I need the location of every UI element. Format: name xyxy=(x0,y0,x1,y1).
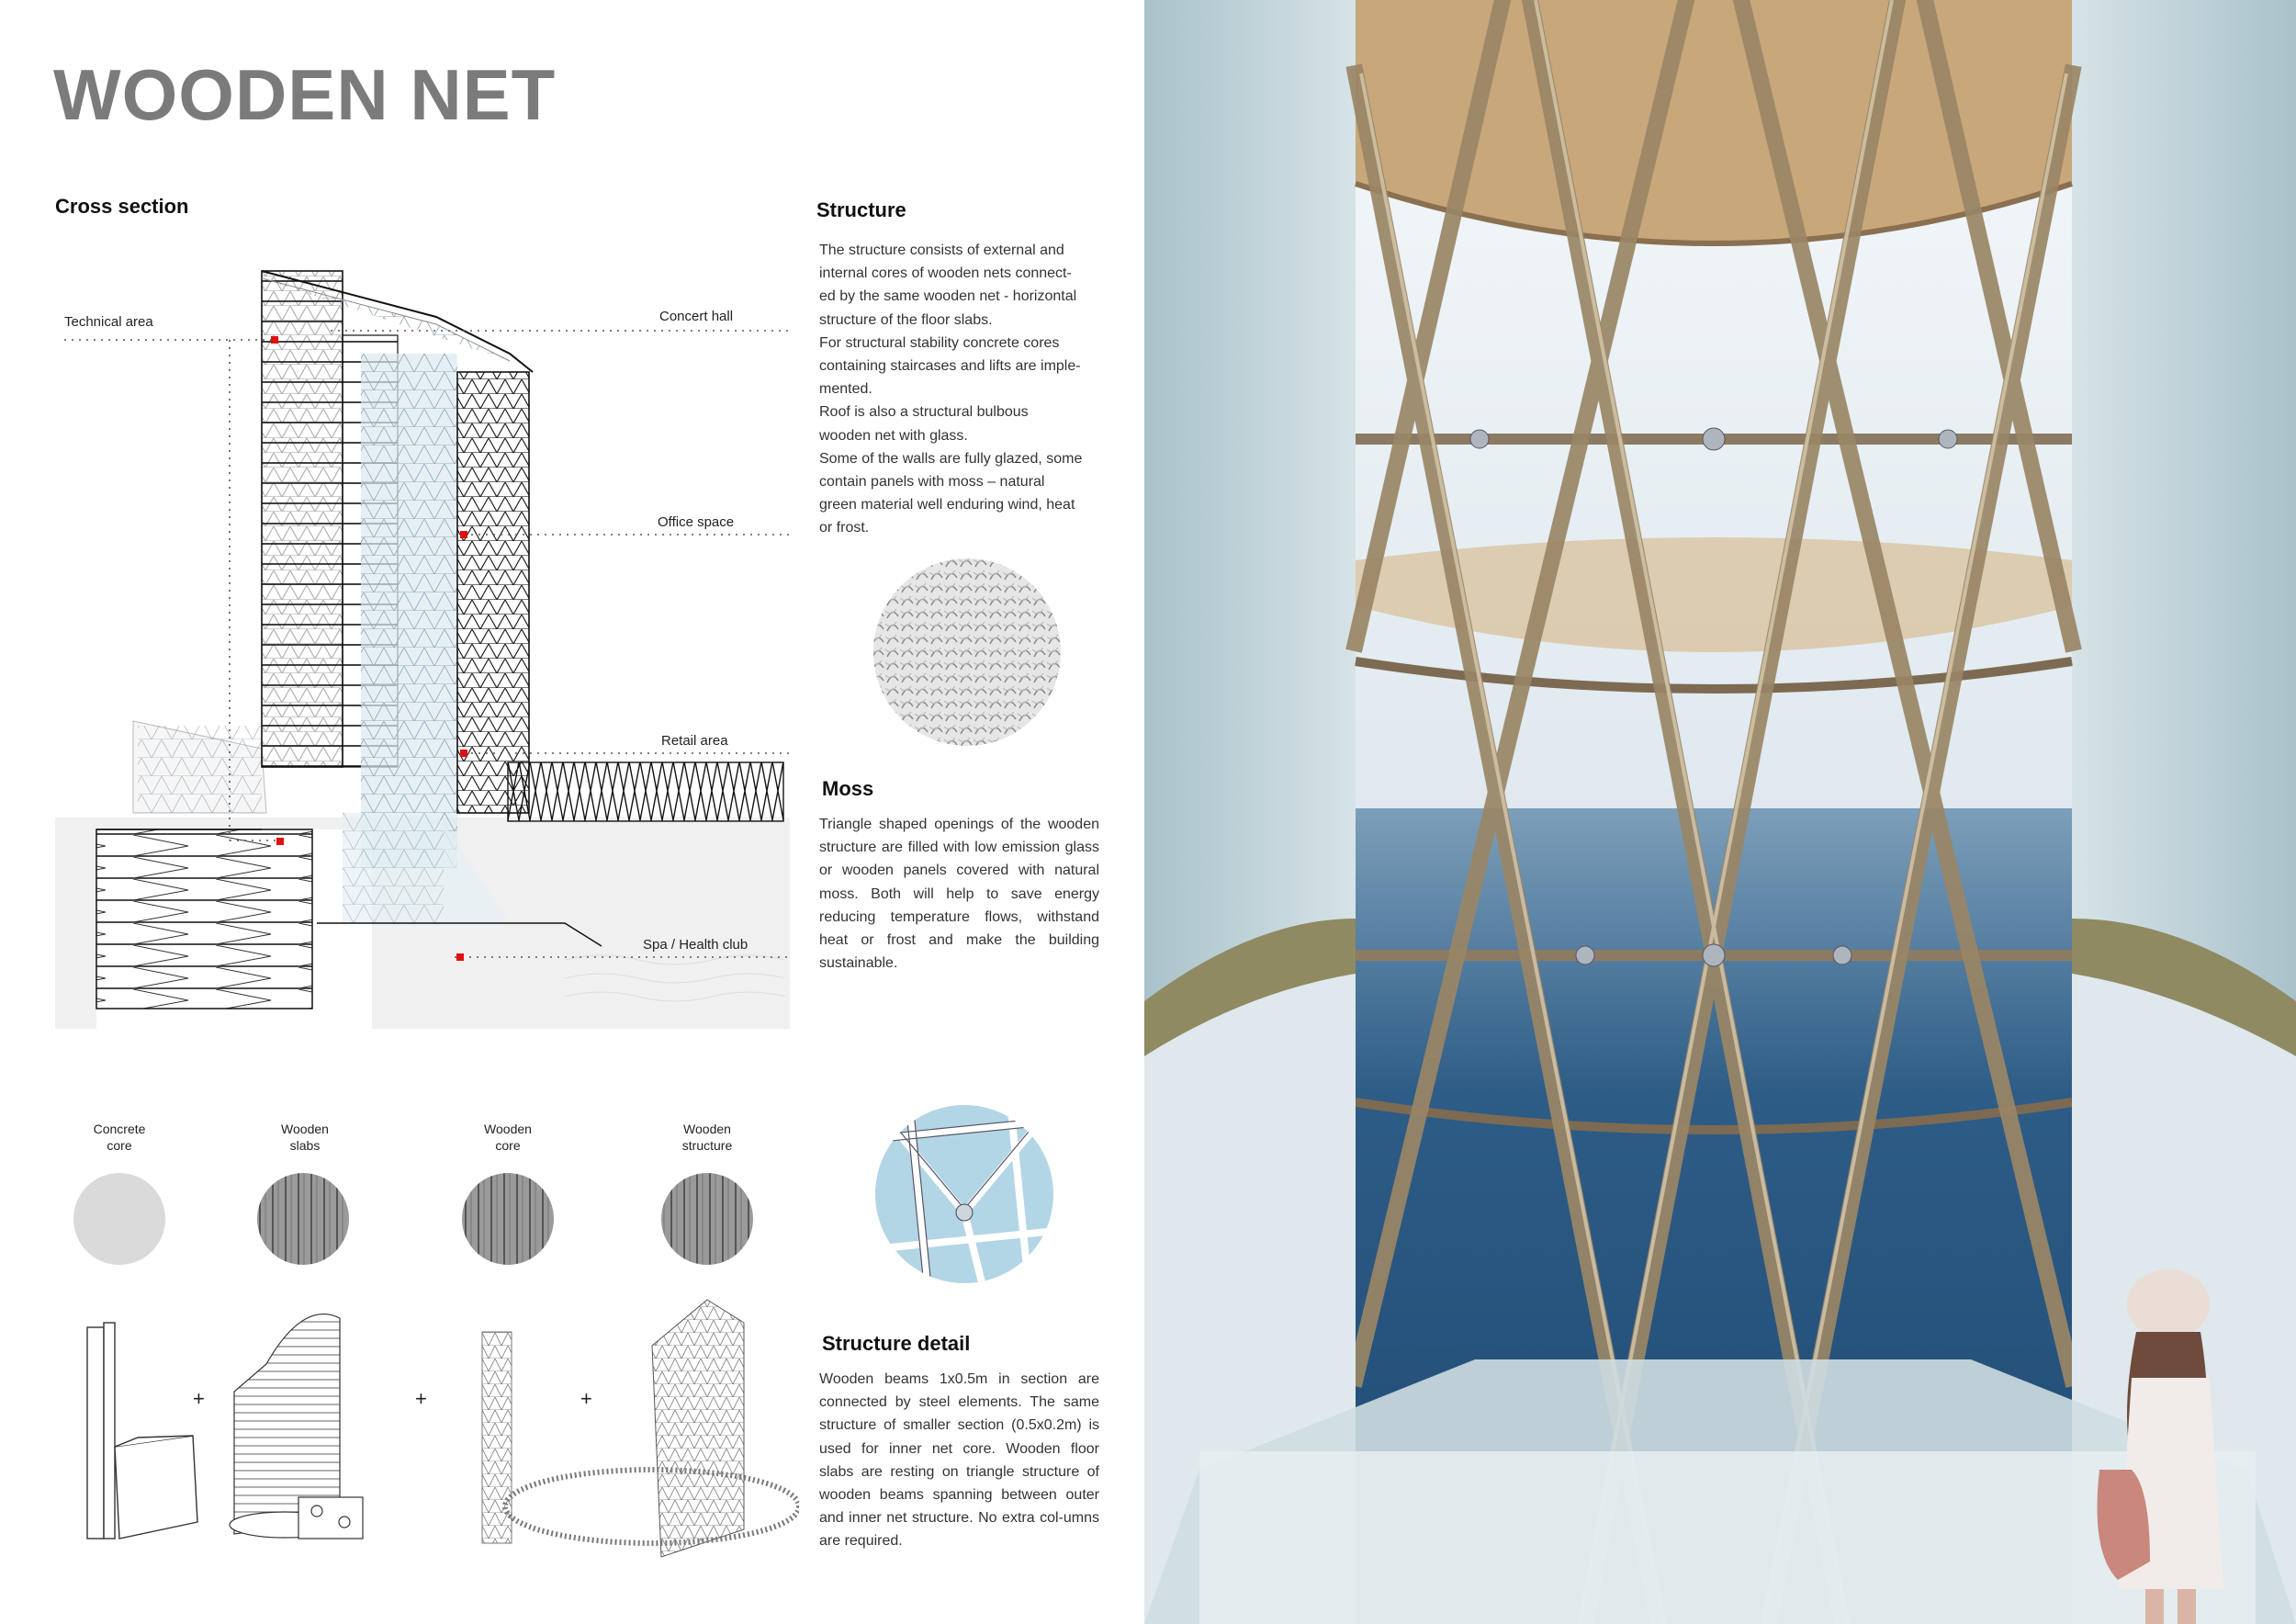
interior-render xyxy=(1144,0,2296,1624)
moss-image xyxy=(871,556,1064,749)
structure-line: The structure consists of external and xyxy=(819,242,1064,258)
cross-section-heading: Cross section xyxy=(55,195,189,218)
label-line: core xyxy=(495,1138,521,1153)
component-axonometrics xyxy=(64,1281,799,1566)
structure-detail-text: Wooden beams 1x0.5m in section are connected by steel elements. The same structure of smaller section (0.5x0.2m) is used for inner net core. Wooden floor slabs are resting on triangle structure of wooden beams spanning between outer and inner net structure. No extra col-umns are required. xyxy=(819,1371,1099,1550)
structure-text xyxy=(819,239,1113,540)
plus-sign: + xyxy=(580,1387,592,1410)
structure-line: mented. xyxy=(819,381,872,398)
label-line: Wooden xyxy=(484,1122,532,1136)
wooden-core-swatch xyxy=(462,1173,554,1265)
structure-line: Some of the walls are fully glazed, some xyxy=(819,450,1083,467)
label-technical-area: Technical area xyxy=(64,314,153,330)
label-line: Wooden xyxy=(281,1122,329,1136)
label-retail-area: Retail area xyxy=(661,733,728,749)
structure-line: wooden net with glass. xyxy=(819,427,968,444)
material-swatches xyxy=(64,1171,781,1277)
label-line: structure xyxy=(681,1138,733,1153)
plus-sign: + xyxy=(415,1387,427,1410)
structure-line: ed by the same wooden net - horizontal xyxy=(819,288,1077,305)
cross-section-drawing xyxy=(51,262,804,1033)
wooden-structure-label xyxy=(657,1121,758,1154)
moss-heading: Moss xyxy=(822,777,874,800)
label-line: Concrete xyxy=(93,1122,146,1136)
page-title: WOODEN NET xyxy=(53,54,557,135)
concrete-swatch xyxy=(73,1173,165,1265)
label-line: slabs xyxy=(289,1138,321,1153)
structure-detail-heading: Structure detail xyxy=(822,1332,971,1355)
wooden-slabs-model xyxy=(230,1314,363,1539)
structure-line: Roof is also a structural bulbous xyxy=(819,404,1029,421)
structure-heading: Structure xyxy=(816,198,906,221)
label-line: core xyxy=(107,1138,132,1153)
moss-text: Triangle shaped openings of the wooden structure are filled with low emission glass or wooden panels covered with natural moss. Both will help to save energy reducing temperature flows, withstand heat or frost and make the building sustainable. xyxy=(819,817,1099,972)
wooden-structure-model xyxy=(505,1300,799,1557)
concrete-core-label xyxy=(69,1121,170,1154)
wooden-core-label xyxy=(457,1121,558,1154)
structure-line: structure of the floor slabs. xyxy=(819,311,993,328)
plus-sign: + xyxy=(193,1387,205,1410)
wooden-slabs-label xyxy=(254,1121,355,1154)
structure-detail-image xyxy=(872,1102,1056,1286)
label-spa: Spa / Health club xyxy=(643,937,748,953)
label-concert-hall: Concert hall xyxy=(659,309,734,324)
wooden-structure-swatch xyxy=(661,1173,753,1265)
structure-line: contain panels with moss – natural xyxy=(819,474,1045,491)
label-office-space: Office space xyxy=(658,514,735,530)
structure-line: For structural stability concrete cores xyxy=(819,334,1060,351)
label-line: Wooden xyxy=(683,1122,731,1136)
structure-line: green material well enduring wind, heat xyxy=(819,497,1075,513)
concrete-core-model xyxy=(87,1323,197,1539)
wooden-slabs-swatch xyxy=(257,1173,349,1265)
structure-line: containing staircases and lifts are imple- xyxy=(819,358,1081,375)
structure-line: internal cores of wooden nets connect- xyxy=(819,265,1072,282)
structure-line: or frost. xyxy=(819,520,870,536)
